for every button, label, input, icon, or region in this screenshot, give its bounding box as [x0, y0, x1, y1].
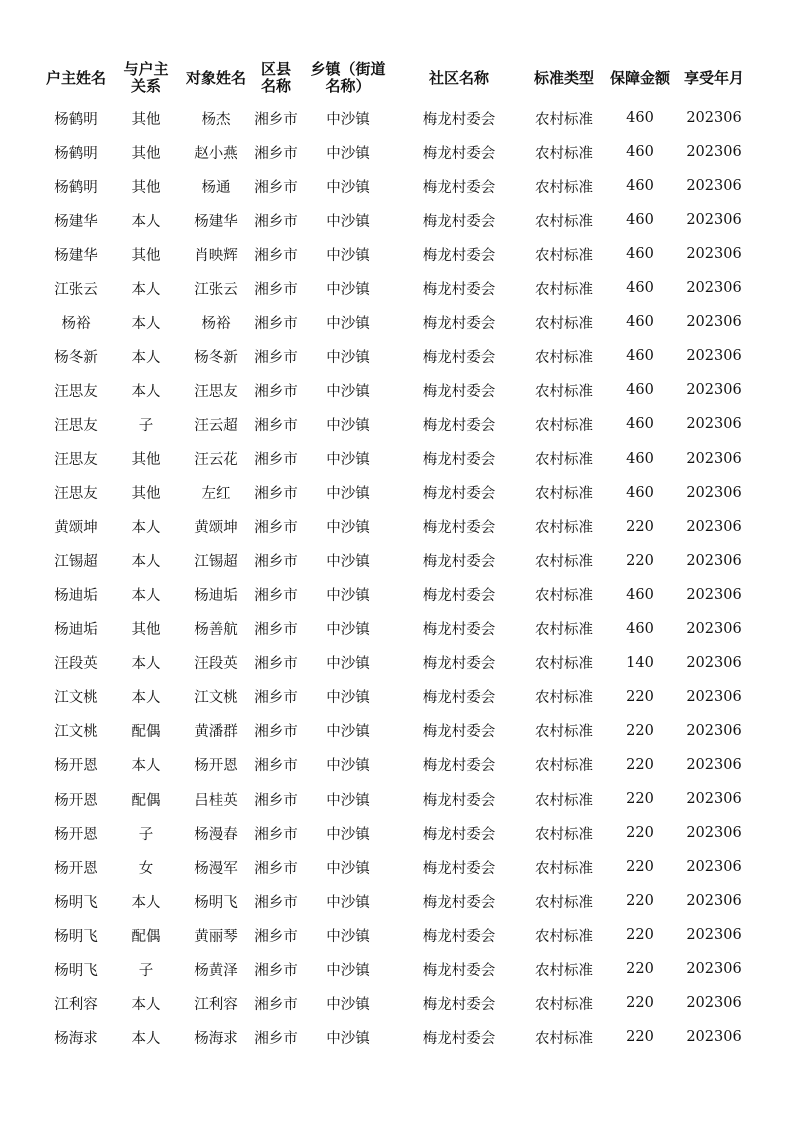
recipient-name-cell: 江锡超: [194, 554, 238, 571]
relationship-cell: 本人: [131, 349, 161, 366]
household-head-name-cell: 汪思友: [54, 417, 98, 434]
town-name-cell: 中沙镇: [326, 962, 370, 979]
town-name-cell: 中沙镇: [326, 417, 370, 434]
header-relationship: 与户主 关系: [123, 60, 169, 95]
standard-type-cell: 农村标准: [535, 520, 593, 537]
table-row: [0, 918, 793, 952]
standard-type-cell: 农村标准: [535, 860, 593, 877]
county-name-cell: 湘乡市: [254, 792, 298, 809]
community-name-cell: 梅龙村委会: [422, 145, 496, 162]
county-name-cell: 湘乡市: [254, 588, 298, 605]
county-name-cell: 湘乡市: [254, 520, 298, 537]
town-name-cell: 中沙镇: [326, 486, 370, 503]
benefit-month-cell: 202306: [686, 450, 742, 467]
benefit-amount-cell: 460: [626, 110, 654, 126]
county-name-cell: 湘乡市: [254, 281, 298, 298]
benefit-month-cell: 202306: [686, 688, 742, 705]
household-head-name-cell: 杨开恩: [54, 792, 98, 809]
county-name-cell: 湘乡市: [254, 452, 298, 468]
household-head-name-cell: 杨明飞: [54, 962, 98, 979]
relationship-cell: 本人: [131, 315, 161, 332]
recipient-name-cell: 汪思友: [194, 383, 238, 400]
relationship-cell: 本人: [131, 1030, 161, 1047]
town-name-cell: 中沙镇: [326, 1030, 370, 1047]
county-name-cell: 湘乡市: [254, 826, 298, 843]
recipient-name-cell: 江利容: [194, 996, 238, 1013]
header-recipient-name: 对象姓名: [185, 68, 246, 87]
recipient-name-cell: 江张云: [194, 281, 238, 298]
benefit-month-cell: 202306: [686, 620, 742, 637]
header-benefit-amount: 保障金额: [609, 68, 670, 87]
relationship-cell: 本人: [131, 588, 161, 605]
header-household-head-name: 户主姓名: [45, 68, 106, 87]
table-row: [0, 850, 793, 884]
standard-type-cell: 农村标准: [535, 724, 593, 741]
community-name-cell: 梅龙村委会: [422, 996, 496, 1013]
recipient-name-cell: 杨冬新: [194, 349, 238, 366]
benefit-amount-cell: 220: [626, 927, 654, 944]
household-head-name-cell: 汪思友: [54, 383, 98, 400]
standard-type-cell: 农村标准: [535, 145, 593, 162]
benefit-amount-cell: 460: [626, 212, 654, 229]
recipient-name-cell: 杨漫军: [194, 860, 238, 877]
household-head-name-cell: 杨建华: [54, 213, 98, 230]
town-name-cell: 中沙镇: [326, 656, 370, 673]
recipient-name-cell: 黄潘群: [194, 724, 238, 741]
town-name-cell: 中沙镇: [326, 622, 370, 639]
table-row: [0, 373, 793, 407]
standard-type-cell: 农村标准: [535, 281, 593, 298]
recipient-name-cell: 赵小燕: [194, 145, 238, 162]
county-name-cell: 湘乡市: [254, 486, 298, 503]
county-name-cell: 湘乡市: [254, 145, 298, 162]
county-name-cell: 湘乡市: [254, 315, 298, 332]
recipient-name-cell: 江文桃: [194, 690, 238, 707]
town-name-cell: 中沙镇: [326, 349, 370, 366]
benefit-month-cell: 202306: [686, 586, 742, 603]
benefit-month-cell: 202306: [686, 893, 742, 910]
table-row: [0, 237, 793, 271]
household-head-name-cell: 杨海求: [54, 1030, 98, 1047]
community-name-cell: 梅龙村委会: [422, 758, 496, 775]
recipient-name-cell: 汪段英: [194, 656, 238, 673]
standard-type-cell: 农村标准: [535, 179, 593, 196]
household-head-name-cell: 江文桃: [54, 690, 98, 707]
household-head-name-cell: 杨迪垢: [54, 622, 98, 639]
benefit-month-cell: 202306: [686, 722, 742, 739]
table-row: [0, 612, 793, 646]
town-name-cell: 中沙镇: [326, 894, 370, 911]
table-row: [0, 782, 793, 816]
standard-type-cell: 农村标准: [535, 349, 593, 366]
benefit-month-cell: 202306: [686, 382, 742, 399]
community-name-cell: 梅龙村委会: [422, 656, 496, 673]
county-name-cell: 湘乡市: [254, 349, 298, 366]
standard-type-cell: 农村标准: [535, 962, 593, 979]
standard-type-cell: 农村标准: [535, 452, 593, 468]
recipient-name-cell: 杨开恩: [194, 758, 238, 775]
table-row: [0, 305, 793, 339]
benefit-amount-cell: 220: [626, 688, 654, 705]
household-head-name-cell: 杨开恩: [54, 860, 98, 877]
table-row: [0, 714, 793, 748]
county-name-cell: 湘乡市: [254, 417, 298, 434]
relationship-cell: 其他: [131, 452, 161, 468]
household-head-name-cell: 江文桃: [54, 724, 98, 741]
benefit-amount-cell: 220: [626, 1029, 654, 1046]
benefit-month-cell: 202306: [686, 348, 742, 365]
household-head-name-cell: 杨开恩: [54, 758, 98, 775]
standard-type-cell: 农村标准: [535, 588, 593, 605]
benefit-month-cell: 202306: [686, 791, 742, 807]
relationship-cell: 其他: [131, 247, 161, 264]
relationship-cell: 其他: [131, 486, 161, 503]
standard-type-cell: 农村标准: [535, 894, 593, 911]
relationship-cell: 子: [138, 826, 154, 843]
household-head-name-cell: 江锡超: [54, 554, 98, 571]
relationship-cell: 女: [138, 860, 154, 877]
town-name-cell: 中沙镇: [326, 996, 370, 1013]
header-standard-type: 标准类型: [533, 68, 594, 87]
county-name-cell: 湘乡市: [254, 247, 298, 264]
community-name-cell: 梅龙村委会: [422, 281, 496, 298]
standard-type-cell: 农村标准: [535, 383, 593, 400]
standard-type-cell: 农村标准: [535, 247, 593, 264]
table-row: [0, 407, 793, 441]
household-head-name-cell: 杨开恩: [54, 826, 98, 843]
community-name-cell: 梅龙村委会: [422, 860, 496, 877]
relationship-cell: 配偶: [131, 792, 161, 809]
benefit-amount-cell: 460: [626, 348, 654, 365]
county-name-cell: 湘乡市: [254, 860, 298, 877]
benefit-month-cell: 202306: [686, 654, 742, 671]
benefit-month-cell: 202306: [686, 825, 742, 842]
recipient-name-cell: 汪云超: [194, 417, 238, 434]
recipient-name-cell: 杨杰: [201, 111, 231, 128]
benefit-amount-cell: 220: [626, 552, 654, 569]
relationship-cell: 子: [138, 417, 154, 434]
benefit-amount-cell: 220: [626, 756, 654, 773]
benefit-month-cell: 202306: [686, 1029, 742, 1046]
benefit-amount-cell: 220: [626, 518, 654, 535]
community-name-cell: 梅龙村委会: [422, 554, 496, 571]
recipient-name-cell: 肖映辉: [194, 247, 238, 264]
table-row: [0, 748, 793, 782]
standard-type-cell: 农村标准: [535, 315, 593, 332]
standard-type-cell: 农村标准: [535, 792, 593, 809]
relationship-cell: 本人: [131, 520, 161, 537]
relationship-cell: 其他: [131, 111, 161, 128]
household-head-name-cell: 杨迪垢: [54, 588, 98, 605]
county-name-cell: 湘乡市: [254, 928, 298, 945]
county-name-cell: 湘乡市: [254, 179, 298, 196]
town-name-cell: 中沙镇: [326, 281, 370, 298]
benefit-month-cell: 202306: [686, 212, 742, 229]
benefit-amount-cell: 220: [626, 859, 654, 876]
town-name-cell: 中沙镇: [326, 145, 370, 162]
household-head-name-cell: 汪段英: [54, 656, 98, 673]
table-row: [0, 884, 793, 918]
town-name-cell: 中沙镇: [326, 452, 370, 468]
standard-type-cell: 农村标准: [535, 758, 593, 775]
community-name-cell: 梅龙村委会: [422, 213, 496, 230]
county-name-cell: 湘乡市: [254, 996, 298, 1013]
household-head-name-cell: 黄颂坤: [54, 520, 98, 537]
benefit-month-cell: 202306: [686, 280, 742, 297]
relationship-cell: 本人: [131, 383, 161, 400]
household-head-name-cell: 杨建华: [54, 247, 98, 264]
recipient-name-cell: 杨黄泽: [194, 962, 238, 979]
recipient-name-cell: 杨建华: [194, 213, 238, 230]
standard-type-cell: 农村标准: [535, 996, 593, 1013]
table-row: [0, 271, 793, 305]
benefit-amount-cell: 220: [626, 995, 654, 1012]
county-name-cell: 湘乡市: [254, 1030, 298, 1047]
standard-type-cell: 农村标准: [535, 690, 593, 707]
benefit-month-cell: 202306: [686, 110, 742, 126]
benefit-month-cell: 202306: [686, 144, 742, 161]
table-header-row: [0, 56, 793, 100]
relationship-cell: 本人: [131, 281, 161, 298]
standard-type-cell: 农村标准: [535, 486, 593, 503]
community-name-cell: 梅龙村委会: [422, 452, 496, 468]
table-row: [0, 986, 793, 1020]
household-head-name-cell: 江利容: [54, 996, 98, 1013]
county-name-cell: 湘乡市: [254, 758, 298, 775]
community-name-cell: 梅龙村委会: [422, 520, 496, 537]
relationship-cell: 本人: [131, 894, 161, 911]
table-row: [0, 952, 793, 986]
relationship-cell: 配偶: [131, 928, 161, 945]
community-name-cell: 梅龙村委会: [422, 894, 496, 911]
relationship-cell: 本人: [131, 690, 161, 707]
relationship-cell: 配偶: [131, 724, 161, 741]
benefit-month-cell: 202306: [686, 416, 742, 433]
recipient-name-cell: 汪云花: [194, 452, 238, 468]
town-name-cell: 中沙镇: [326, 792, 370, 809]
community-name-cell: 梅龙村委会: [422, 588, 496, 605]
standard-type-cell: 农村标准: [535, 622, 593, 639]
recipient-name-cell: 黄颂坤: [194, 520, 238, 537]
table-row: [0, 510, 793, 544]
community-name-cell: 梅龙村委会: [422, 315, 496, 332]
table-row: [0, 135, 793, 169]
community-name-cell: 梅龙村委会: [422, 486, 496, 503]
community-name-cell: 梅龙村委会: [422, 826, 496, 843]
standard-type-cell: 农村标准: [535, 928, 593, 945]
table-row: [0, 578, 793, 612]
county-name-cell: 湘乡市: [254, 656, 298, 673]
town-name-cell: 中沙镇: [326, 928, 370, 945]
benefit-month-cell: 202306: [686, 178, 742, 195]
table-row: [0, 476, 793, 510]
benefit-amount-cell: 220: [626, 893, 654, 910]
benefit-month-cell: 202306: [686, 518, 742, 535]
table-row: [0, 544, 793, 578]
recipient-name-cell: 左红: [201, 486, 231, 503]
recipient-name-cell: 黄丽琴: [194, 928, 238, 945]
table-row: [0, 339, 793, 373]
benefit-month-cell: 202306: [686, 756, 742, 773]
relationship-cell: 本人: [131, 554, 161, 571]
household-head-name-cell: 汪思友: [54, 452, 98, 468]
town-name-cell: 中沙镇: [326, 315, 370, 332]
standard-type-cell: 农村标准: [535, 1030, 593, 1047]
household-head-name-cell: 杨鹤明: [54, 145, 98, 162]
benefit-month-cell: 202306: [686, 859, 742, 876]
header-town-name: 乡镇（街道 名称）: [310, 60, 386, 95]
relationship-cell: 其他: [131, 622, 161, 639]
benefit-month-cell: 202306: [686, 484, 742, 501]
community-name-cell: 梅龙村委会: [422, 1030, 496, 1047]
table-row: [0, 646, 793, 680]
benefit-month-cell: 202306: [686, 961, 742, 978]
benefit-month-cell: 202306: [686, 995, 742, 1012]
town-name-cell: 中沙镇: [326, 179, 370, 196]
relationship-cell: 本人: [131, 656, 161, 673]
household-head-name-cell: 杨鹤明: [54, 111, 98, 128]
header-county-name: 区县 名称: [260, 60, 291, 95]
table-row: [0, 442, 793, 476]
county-name-cell: 湘乡市: [254, 622, 298, 639]
county-name-cell: 湘乡市: [254, 383, 298, 400]
table-row: [0, 101, 793, 135]
benefit-amount-cell: 460: [626, 484, 654, 501]
county-name-cell: 湘乡市: [254, 554, 298, 571]
benefit-amount-cell: 460: [626, 280, 654, 297]
relationship-cell: 其他: [131, 179, 161, 196]
county-name-cell: 湘乡市: [254, 213, 298, 230]
county-name-cell: 湘乡市: [254, 894, 298, 911]
relationship-cell: 本人: [131, 213, 161, 230]
standard-type-cell: 农村标准: [535, 417, 593, 434]
town-name-cell: 中沙镇: [326, 247, 370, 264]
standard-type-cell: 农村标准: [535, 656, 593, 673]
table-row: [0, 1020, 793, 1054]
benefit-amount-cell: 220: [626, 961, 654, 978]
community-name-cell: 梅龙村委会: [422, 383, 496, 400]
recipient-name-cell: 杨裕: [201, 315, 231, 332]
recipient-name-cell: 杨迪垢: [194, 588, 238, 605]
benefit-amount-cell: 460: [626, 450, 654, 467]
community-name-cell: 梅龙村委会: [422, 349, 496, 366]
town-name-cell: 中沙镇: [326, 690, 370, 707]
household-head-name-cell: 汪思友: [54, 486, 98, 503]
benefit-amount-cell: 460: [626, 586, 654, 603]
benefit-amount-cell: 220: [626, 791, 654, 807]
relationship-cell: 本人: [131, 996, 161, 1013]
relationship-cell: 子: [138, 962, 154, 979]
county-name-cell: 湘乡市: [254, 962, 298, 979]
town-name-cell: 中沙镇: [326, 826, 370, 843]
household-head-name-cell: 杨裕: [61, 315, 91, 332]
community-name-cell: 梅龙村委会: [422, 724, 496, 741]
town-name-cell: 中沙镇: [326, 724, 370, 741]
header-benefit-month: 享受年月: [683, 68, 744, 87]
table-row: [0, 203, 793, 237]
town-name-cell: 中沙镇: [326, 758, 370, 775]
community-name-cell: 梅龙村委会: [422, 792, 496, 809]
recipient-name-cell: 杨善航: [194, 622, 238, 639]
benefit-amount-cell: 460: [626, 382, 654, 399]
table-row: [0, 680, 793, 714]
community-name-cell: 梅龙村委会: [422, 622, 496, 639]
town-name-cell: 中沙镇: [326, 588, 370, 605]
benefit-month-cell: 202306: [686, 552, 742, 569]
benefit-amount-cell: 460: [626, 178, 654, 195]
standard-type-cell: 农村标准: [535, 213, 593, 230]
community-name-cell: 梅龙村委会: [422, 690, 496, 707]
county-name-cell: 湘乡市: [254, 111, 298, 128]
community-name-cell: 梅龙村委会: [422, 928, 496, 945]
standard-type-cell: 农村标准: [535, 826, 593, 843]
recipient-name-cell: 杨通: [201, 179, 231, 196]
benefit-amount-cell: 460: [626, 620, 654, 637]
town-name-cell: 中沙镇: [326, 213, 370, 230]
town-name-cell: 中沙镇: [326, 520, 370, 537]
community-name-cell: 梅龙村委会: [422, 417, 496, 434]
community-name-cell: 梅龙村委会: [422, 179, 496, 196]
household-head-name-cell: 杨鹤明: [54, 179, 98, 196]
recipient-name-cell: 杨明飞: [194, 894, 238, 911]
county-name-cell: 湘乡市: [254, 724, 298, 741]
benefit-month-cell: 202306: [686, 927, 742, 944]
benefit-month-cell: 202306: [686, 246, 742, 263]
benefit-amount-cell: 460: [626, 144, 654, 161]
relationship-cell: 本人: [131, 758, 161, 775]
recipient-name-cell: 杨海求: [194, 1030, 238, 1047]
benefit-amount-cell: 220: [626, 722, 654, 739]
household-head-name-cell: 杨明飞: [54, 928, 98, 945]
standard-type-cell: 农村标准: [535, 111, 593, 128]
community-name-cell: 梅龙村委会: [422, 962, 496, 979]
community-name-cell: 梅龙村委会: [422, 247, 496, 264]
town-name-cell: 中沙镇: [326, 554, 370, 571]
town-name-cell: 中沙镇: [326, 860, 370, 877]
relationship-cell: 其他: [131, 145, 161, 162]
benefit-amount-cell: 460: [626, 246, 654, 263]
recipient-name-cell: 吕桂英: [194, 792, 238, 809]
town-name-cell: 中沙镇: [326, 383, 370, 400]
benefit-month-cell: 202306: [686, 314, 742, 331]
benefit-amount-cell: 140: [626, 654, 654, 671]
standard-type-cell: 农村标准: [535, 554, 593, 571]
table-row: [0, 816, 793, 850]
benefit-amount-cell: 220: [626, 825, 654, 842]
header-community-name: 社区名称: [428, 68, 489, 87]
table-row: [0, 169, 793, 203]
community-name-cell: 梅龙村委会: [422, 111, 496, 128]
household-head-name-cell: 杨冬新: [54, 349, 98, 366]
recipient-name-cell: 杨漫春: [194, 826, 238, 843]
county-name-cell: 湘乡市: [254, 690, 298, 707]
benefit-amount-cell: 460: [626, 314, 654, 331]
household-head-name-cell: 江张云: [54, 281, 98, 298]
benefit-amount-cell: 460: [626, 416, 654, 433]
town-name-cell: 中沙镇: [326, 111, 370, 128]
household-head-name-cell: 杨明飞: [54, 894, 98, 911]
